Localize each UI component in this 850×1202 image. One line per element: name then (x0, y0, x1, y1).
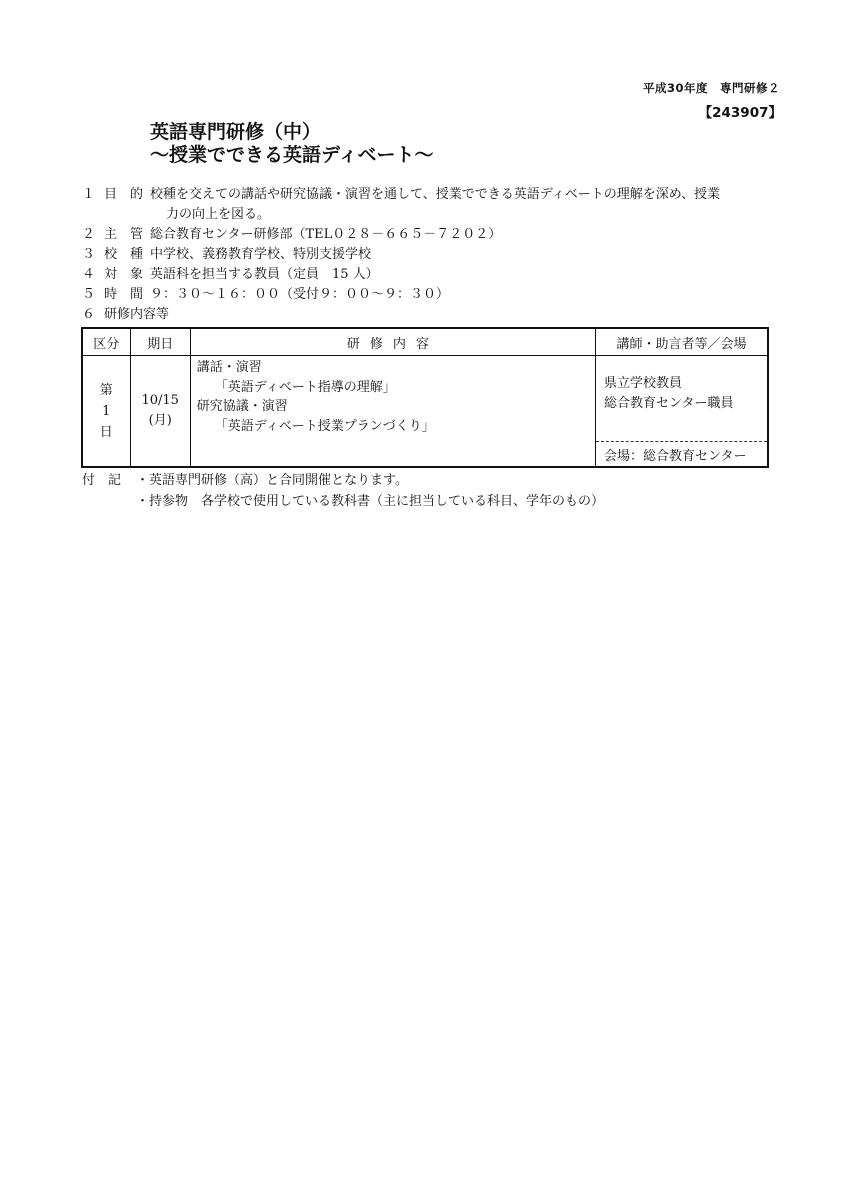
lecturers-list (596, 356, 767, 442)
note-line: ・英語専門研修（高）と合同開催となります。 (136, 473, 408, 488)
item-number: ６ (82, 307, 96, 322)
item-purpose (82, 185, 720, 205)
item-number: ４ (82, 267, 96, 282)
course-code: 【243907】 (698, 105, 782, 121)
item-school-type (82, 245, 371, 265)
table-header-row (82, 328, 768, 356)
item-label: 目 的 (104, 187, 144, 202)
header-division: 区分 (82, 328, 130, 356)
weekday-value: (月) (148, 413, 172, 428)
title-line-2: ～授業でできる英語ディベート～ (150, 144, 434, 166)
day-char: 1 (102, 403, 111, 419)
course-title (150, 121, 433, 167)
header-content: 研修内容 (190, 328, 595, 356)
schedule-table (81, 327, 769, 468)
item-label: 対 象 (104, 267, 144, 282)
item-number: ３ (82, 247, 96, 262)
item-value: 校種を交えての講話や研究協議・演習を通して、授業でできる英語ディベートの理解を深め、授業 (150, 187, 721, 202)
date-value: 10/15 (141, 393, 179, 408)
content-line: 「英語ディベート指導の理解」 (214, 379, 396, 395)
item-number: ２ (82, 227, 96, 242)
header-date: 期日 (130, 328, 190, 356)
item-label: 主 管 (104, 227, 144, 242)
item-label: 時 間 (104, 287, 144, 302)
item-number: １ (82, 187, 96, 202)
fiscal-year-label: 平成30年度 専門研修２ (642, 81, 780, 95)
day-char: 第 (99, 382, 113, 398)
content-line: 「英語ディベート授業プランづくり」 (214, 418, 435, 434)
lecturer-entry: 県立学校教員 (603, 376, 682, 391)
content-line: 研究協議・演習 (196, 399, 288, 414)
header-lecturers: 講師・助言者等／会場 (595, 328, 768, 356)
item-value: ９：３０～１６：００（受付９：００～９：３０） (150, 287, 450, 302)
item-organizer (82, 225, 501, 245)
lecturer-entry: 総合教育センター職員 (603, 396, 734, 411)
content-cell (190, 356, 595, 468)
item-value: 総合教育センター研修部（TEL０２８－６６５－７２０２） (150, 227, 502, 242)
item-label: 研修内容等 (104, 307, 170, 322)
item-time (82, 285, 449, 305)
title-line-1: 英語専門研修（中） (150, 121, 322, 143)
item-target (82, 265, 379, 285)
table-row (82, 356, 768, 468)
note-line: ・持参物 各学校で使用している教科書（主に担当している科目、学年のもの） (136, 494, 605, 509)
venue-label: 会場：総合教育センター (603, 449, 747, 464)
lecturers-cell (595, 356, 768, 468)
item-value: 英語科を担当する教員（定員 15 人） (150, 267, 379, 282)
day-char: 日 (99, 424, 113, 440)
content-line: 講話・演習 (196, 360, 262, 375)
item-number: ５ (82, 287, 96, 302)
item-value: 中学校、義務教育学校、特別支援学校 (150, 247, 372, 262)
item-label: 校 種 (104, 247, 144, 262)
notes-label: 付 記 (82, 473, 122, 488)
notes-section (82, 470, 604, 512)
item-training-content (82, 305, 169, 325)
day-cell (82, 356, 130, 468)
item-purpose-continued: 力の向上を図る。 (166, 207, 271, 222)
date-cell (130, 356, 190, 468)
